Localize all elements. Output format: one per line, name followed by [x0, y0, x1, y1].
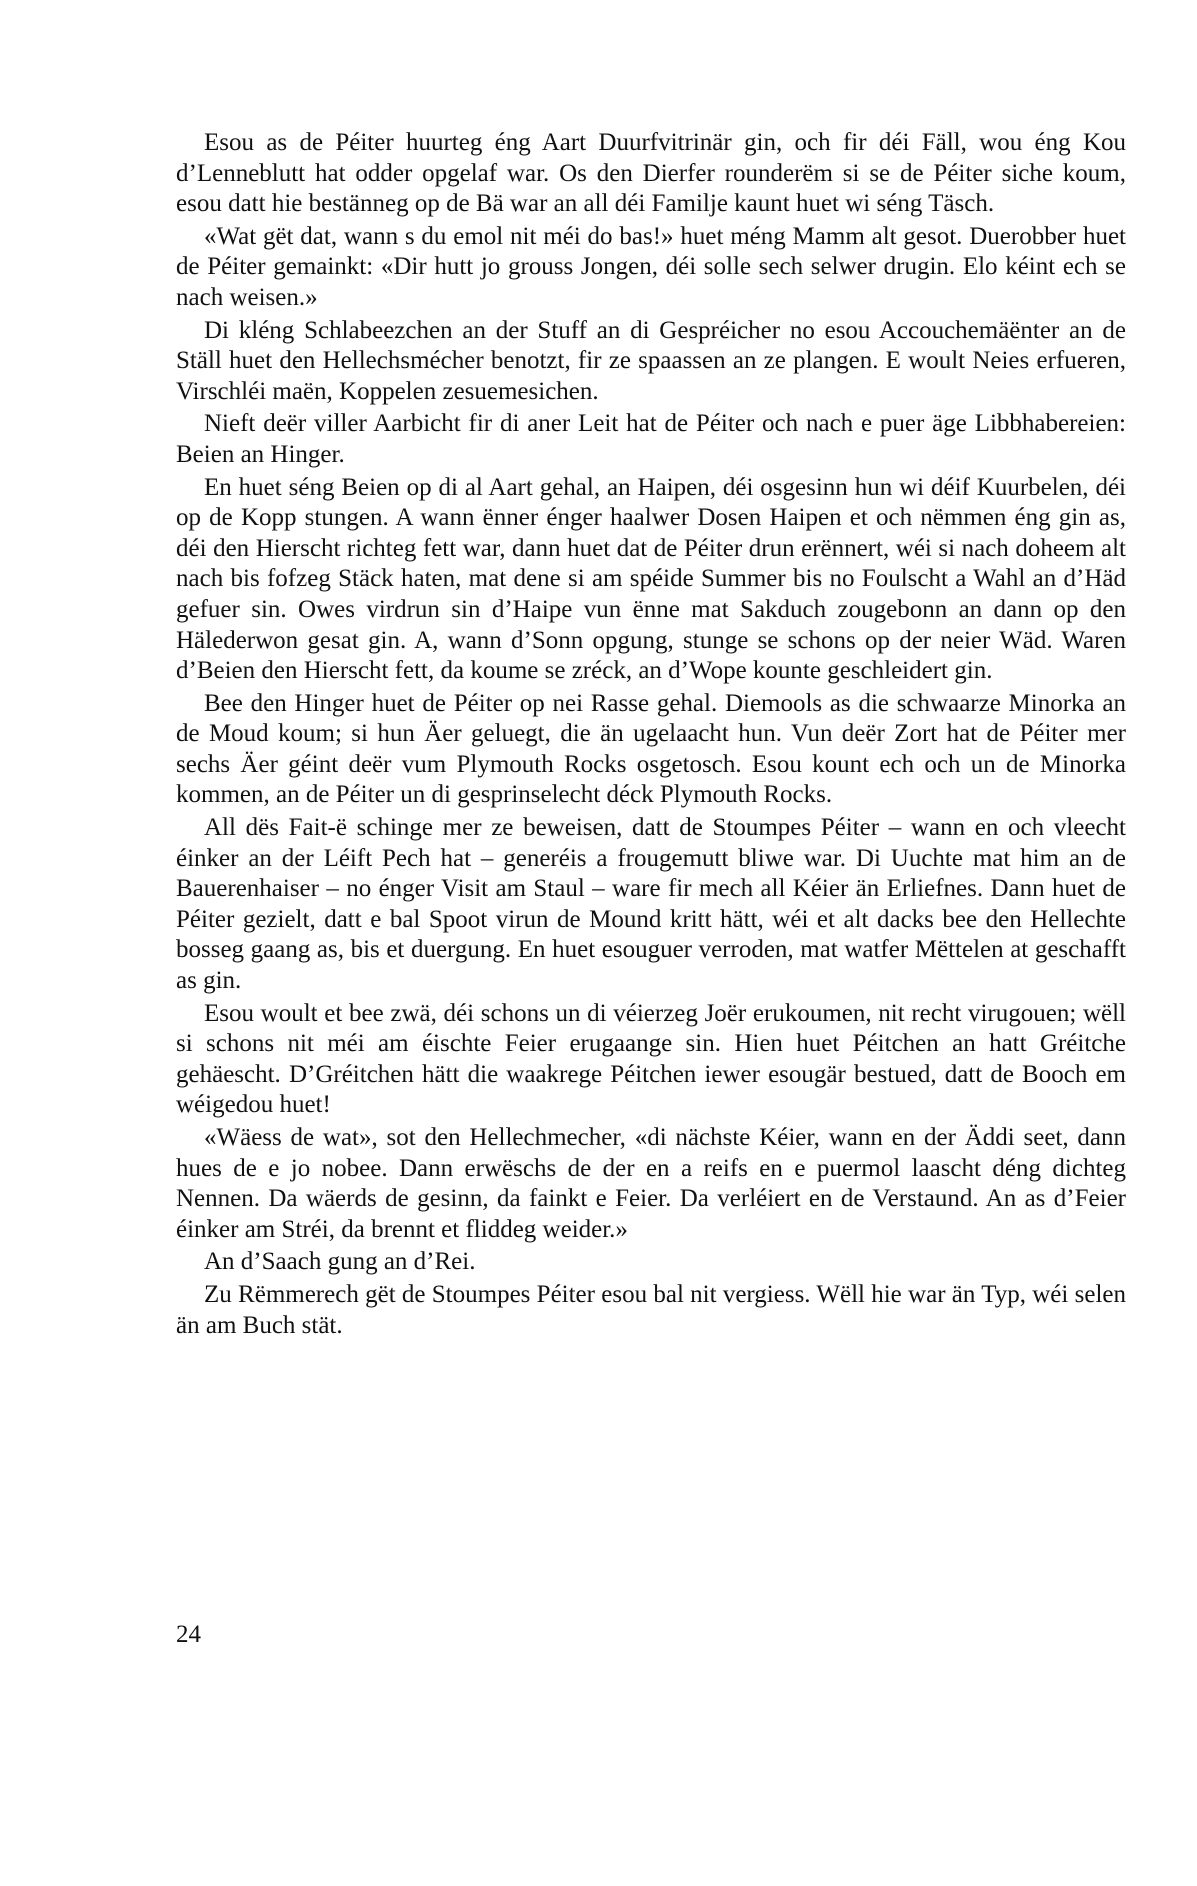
paragraph-8: Esou woult et bee zwä, déi schons un di véierzeg Joër erukoumen, nit recht virugouen; wëll si schons nit méi am éischte Feier erugaange sin. Hien huet Péitchen an hatt Gréitche gehäescht. D’Gréitchen hätt die waakrege Péitchen iewer esougär bestued, datt de Booch em wéigedou huet! [176, 999, 1126, 1119]
paragraph-11: Zu Rëmmerech gët de Stoumpes Péiter esou bal nit vergiess. Wëll hie war än Typ, wéi selen än am Buch stät. [176, 1280, 1126, 1339]
paragraph-10: An d’Saach gung an d’Rei. [204, 1248, 476, 1276]
paragraph-5: En huet séng Beien op di al Aart gehal, an Haipen, déi osgesinn hun wi déif Kuurbelen, déi op de Kopp stungen. A wann ënner énger haalwer Dosen Haipen et och nëmmen éng gin as, déi den Hierscht richteg fett war, dann huet dat de Péiter drun erënnert, wéi si nach doheem alt nach bis fofzeg Stäck haten, mat dene si am spéide Summer bis no Foulscht a Wahl an d’Häd gefuer sin. Owes virdrun sin d’Haipe vun ënne mat Sakduch zougebonn an dann op den Hälederwon gesat gin. A, wann d’Sonn opgung, stunge se schons op der neier Wäd. Waren d’Beien den Hierscht fett, da koume se zréck, an d’Wope kounte geschleidert gin. [176, 473, 1126, 685]
paragraph-3: Di kléng Schlabeezchen an der Stuff an di Gespréicher no esou Accouchemäënter an de Ställ huet den Hellechsmécher benotzt, fir ze spaassen an ze plangen. E woult Neies erfueren, Virschléi maën, Koppelen zesuemesichen. [176, 316, 1126, 405]
paragraph-4: Nieft deër viller Aarbicht fir di aner Leit hat de Péiter och nach e puer äge Libbhabereien: Beien an Hinger. [176, 410, 1126, 468]
paragraph-9: «Wäess de wat», sot den Hellechmecher, «di nächste Kéier, wann en der Äddi seet, dann hues de e jo nobee. Dann erwëschs de der en a reifs en e puermol laascht déng dichteg Nennen. Da wäerds de gesinn, da fainkt e Feier. Da verléiert en de Verstaund. An as d’Feier éinker am Stréi, da brennt et fliddeg weider.» [176, 1124, 1126, 1243]
paragraph-1: Esou as de Péiter huurteg éng Aart Duurfvitrinär gin, och fir déi Fäll, wou éng Kou d’Lenneblutt hat odder opgelaf war. Os den Dierfer rounderëm si se de Péiter siche koum, esou datt hie bestänneg op de Bä war an all déi Familje kaunt huet wi séng Täsch. [176, 129, 1126, 218]
paragraph-2: «Wat gët dat, wann s du emol nit méi do bas!» huet méng Mamm alt gesot. Duerobber huet de Péiter gemainkt: «Dir hutt jo grouss Jongen, déi solle sech selwer drugin. Elo kéint ech se nach weisen.» [176, 222, 1126, 311]
paragraph-6: Bee den Hinger huet de Péiter op nei Rasse gehal. Diemools as die schwaarze Minorka an de Moud koum; si hun Äer geluegt, die än ugelaacht hun. Vun deër Zort hat de Péiter mer sechs Äer géint deër vum Plymouth Rocks osgetosch. Esou kount ech och un de Minorka kommen, an de Péiter un di gesprinselecht déck Plymouth Rocks. [176, 689, 1126, 809]
paragraph-7: All dës Fait-ë schinge mer ze beweisen, datt de Stoumpes Péiter – wann en och vleecht éinker an der Léift Pech hat – generéis a frougemutt bliwe war. Di Uuchte mat him an de Bauerenhaiser – no énger Visit am Staul – ware fir mech all Kéier än Erliefnes. Dann huet de Péiter gezielt, datt e bal Spoot virun de Mound kritt hätt, wéi et alt dacks bee den Hellechte bosseg gaang as, bis et duergung. En huet esouguer verroden, mat watfer Mëttelen at geschafft as gin. [176, 814, 1126, 995]
page-body [176, 128, 1126, 1343]
page-number: 24 [176, 1621, 201, 1648]
